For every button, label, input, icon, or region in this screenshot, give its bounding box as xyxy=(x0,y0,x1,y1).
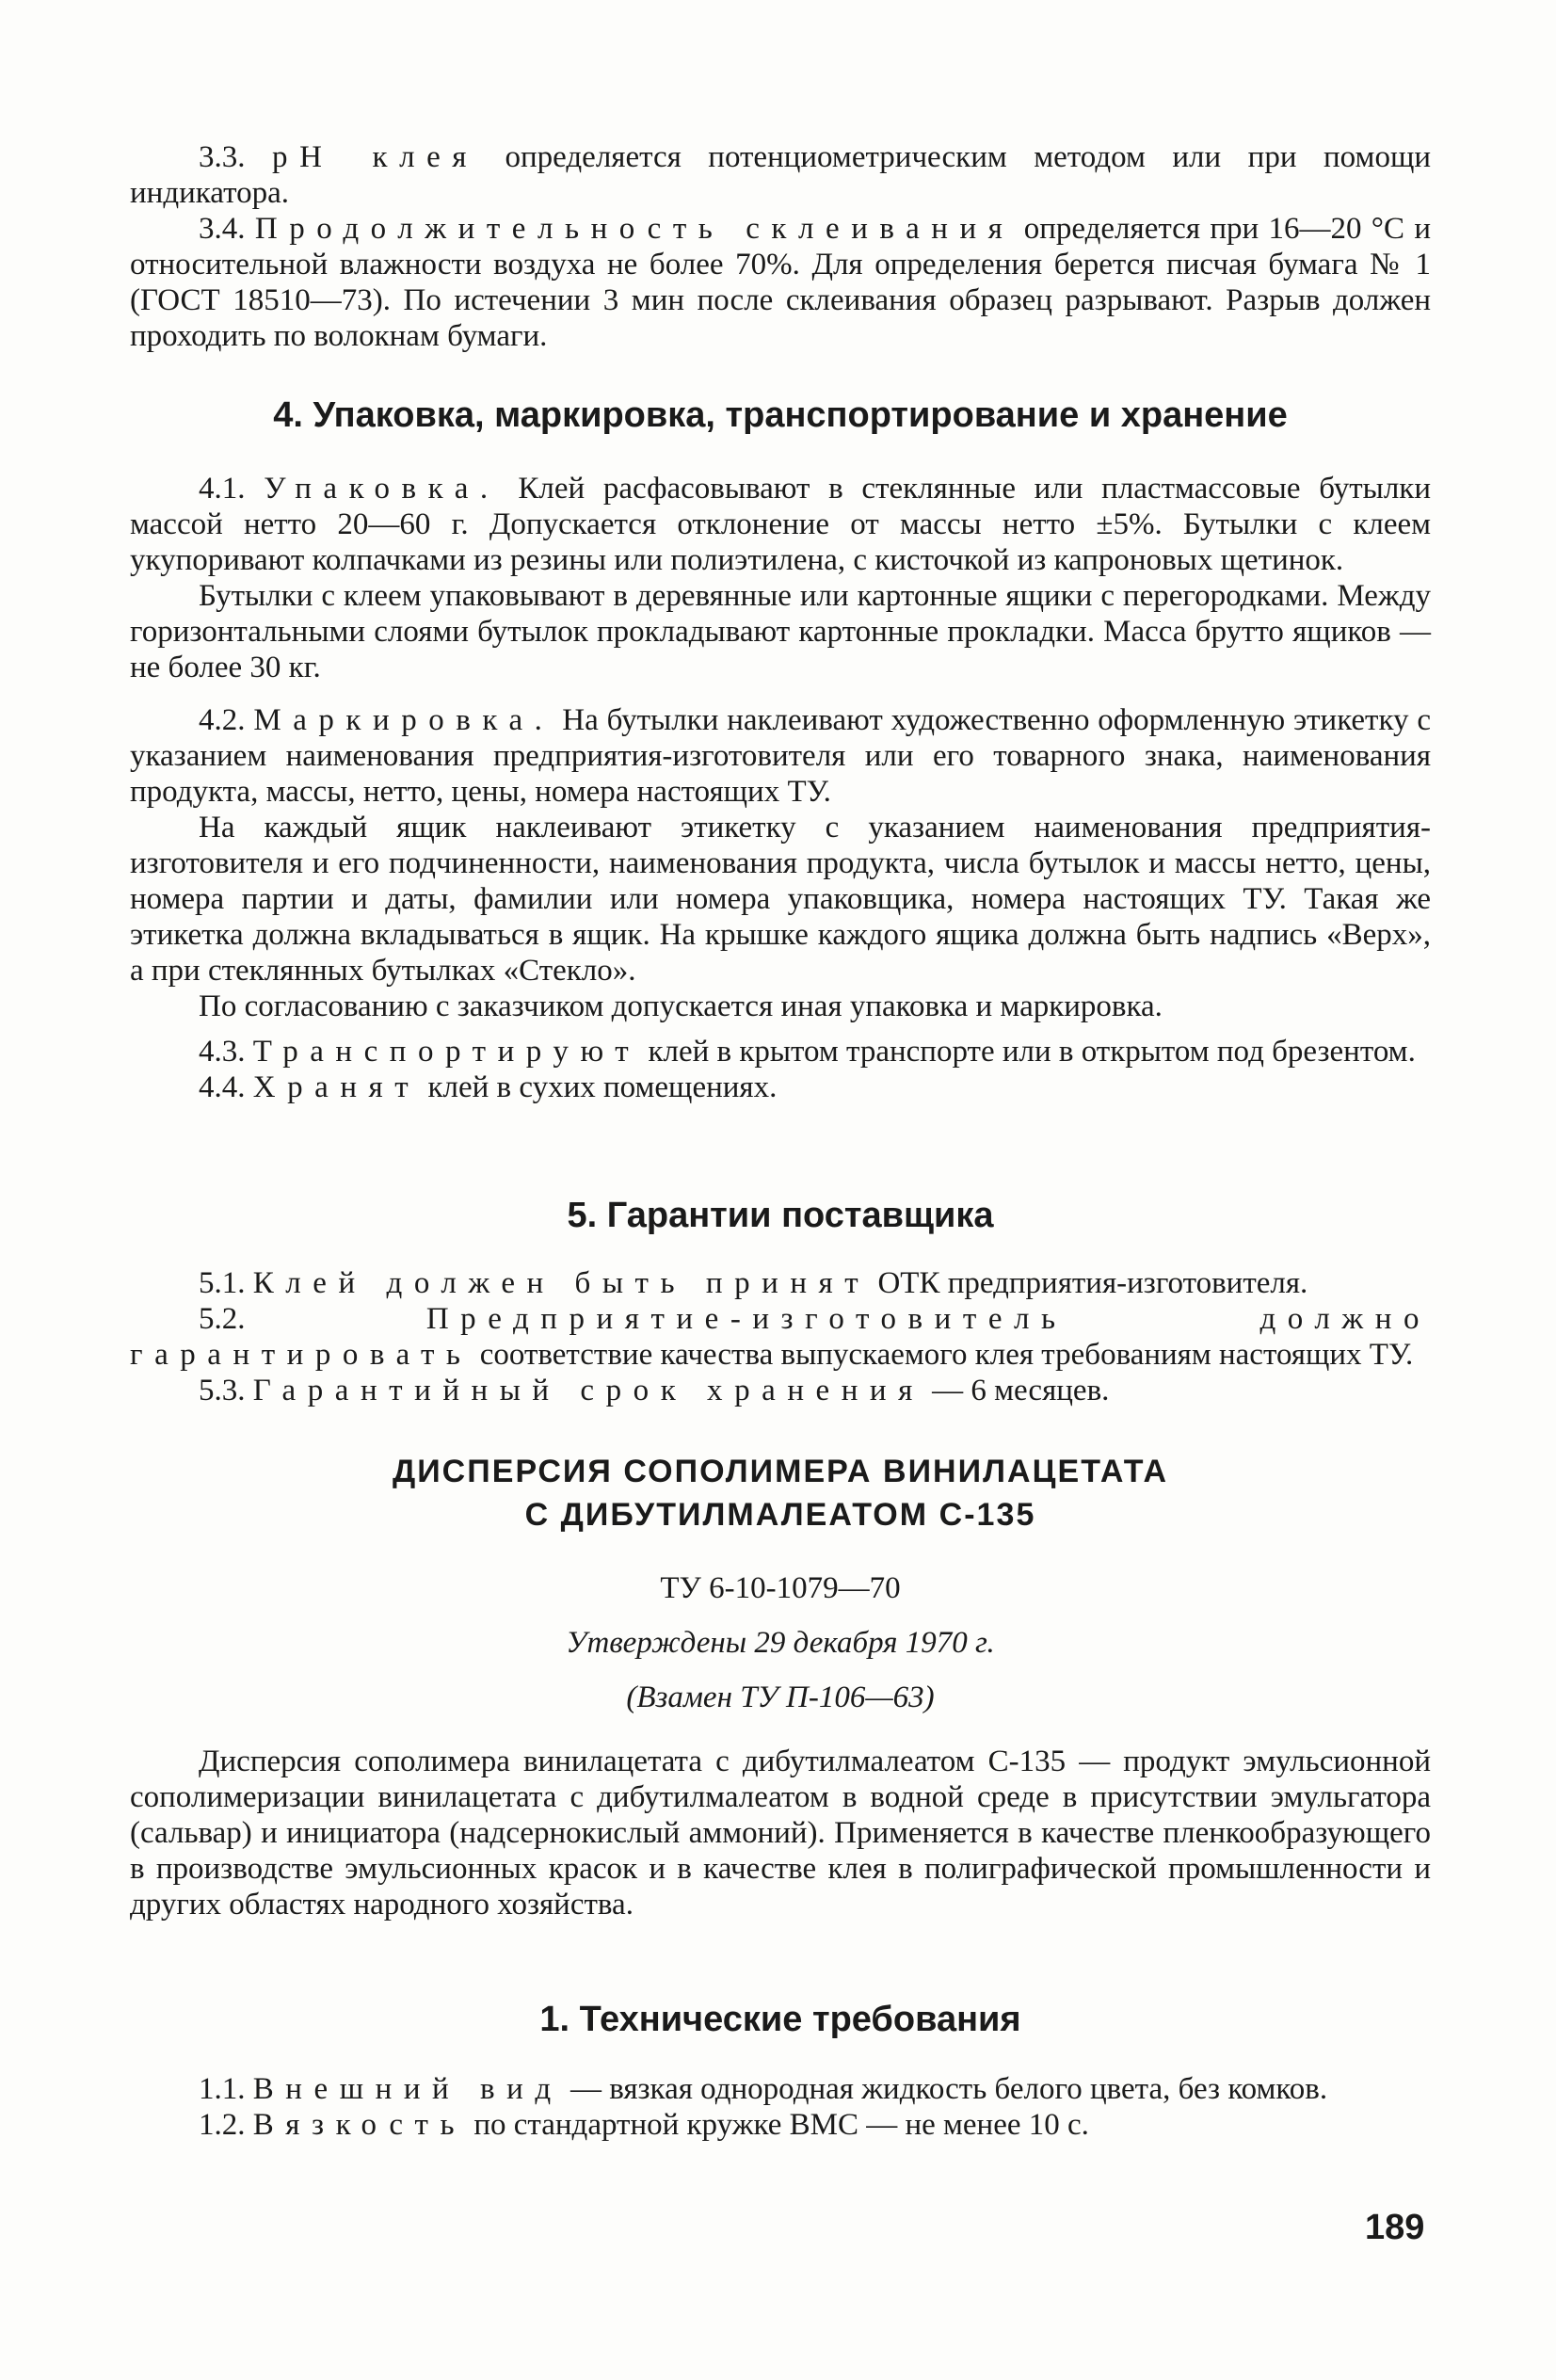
section-4-heading-block xyxy=(130,394,1431,437)
clause-text: На бутылки наклеивают художественно оформленную этикетку с указанием наименования предприятия-изготовителя или его товарного знака, наименования продукта, массы, нетто, цены, номера настоящих ТУ. xyxy=(130,703,1432,809)
page-number: 189 xyxy=(1365,2208,1425,2247)
clause-term: Продолжительность склеивания xyxy=(254,212,1015,246)
clause-term: Гарантийный срок хранения xyxy=(252,1374,924,1407)
clause-text: соответствие качества выпускаемого клея требованиям настоящих ТУ. xyxy=(472,1338,1414,1372)
clause-number: 4.3. xyxy=(199,1035,253,1069)
clause-text: клей в сухих помещениях. xyxy=(420,1070,778,1104)
clause-text: определяется потенциометрическим методом или при помощи индикатора. xyxy=(130,140,1432,210)
section-1-heading-block xyxy=(130,1998,1431,2041)
clause-3-3 xyxy=(130,139,1431,211)
clause-text: — вязкая однородная жидкость белого цвета, без комков. xyxy=(562,2072,1328,2106)
clause-number: 1.1. xyxy=(199,2072,253,2106)
clause-text: клей в крытом транспорте или в открытом под брезентом. xyxy=(640,1035,1416,1069)
clause-term: Упаковка. xyxy=(264,472,500,506)
clause-4-3 xyxy=(130,1034,1431,1105)
clause-text: — 6 месяцев. xyxy=(923,1374,1110,1407)
clause-text: ОТК предприятия-изготовителя. xyxy=(870,1266,1308,1300)
clause-term: Внешний вид xyxy=(252,2072,563,2106)
clause-4-1-para-2: Бутылки с клеем упаковывают в деревянные или картонные ящики с перегородками. Между горизонтальными слоями бутылок прокладывают картонные прокладки. Масса брутто ящиков — не более 30 кг. xyxy=(130,579,1431,684)
clause-number: 1.2. xyxy=(199,2108,253,2142)
clause-3-4 xyxy=(130,211,1431,354)
clause-number: 4.1. xyxy=(199,472,265,506)
clause-term: Транспортируют xyxy=(252,1035,641,1069)
clause-number: 5.2. xyxy=(199,1302,426,1336)
clause-term: Маркировка. xyxy=(253,703,554,737)
section-1-heading: 1. Технические требования xyxy=(539,2000,1021,2039)
replaces-note: (Взамен ТУ П-106—63) xyxy=(626,1680,935,1714)
section-1-clauses xyxy=(130,2071,1431,2143)
clause-text: по стандартной кружке ВМС — не менее 10 с. xyxy=(466,2108,1089,2142)
clause-4-2-para-3: По согласованию с заказчиком допускается иная упаковка и маркировка. xyxy=(199,989,1163,1023)
document-title-line-2: С ДИБУТИЛМАЛЕАТОМ С-135 xyxy=(524,1497,1036,1533)
document-meta xyxy=(130,1570,1431,1715)
clause-number: 3.4. xyxy=(199,212,255,246)
clause-term: Вязкость xyxy=(252,2108,467,2142)
clause-text: Клей расфасовывают в стеклянные или пластмассовые бутылки массой нетто 20—60 г. Допускается отклонение от массы нетто ±5%. Бутылки с клеем укупоривают колпачками из резины или полиэтилена, с кисточкой из капроновых щетинок. xyxy=(130,472,1431,577)
clause-text: определяется при 16—20 °С и относительной влажности воздуха не более 70%. Для определения берется писчая бумага № 1 (ГОСТ 18510—73). По истечении 3 мин после склеивания образец разрывают. Разрыв должен проходить по волокнам бумаги. xyxy=(130,212,1432,353)
clause-4-2 xyxy=(130,702,1431,1024)
section-5-heading-block xyxy=(130,1194,1431,1237)
clause-term: Хранят xyxy=(252,1070,421,1104)
section-4-heading: 4. Упаковка, маркировка, транспортирование и хранение xyxy=(273,395,1288,435)
tu-number: ТУ 6-10-1079—70 xyxy=(660,1571,901,1605)
intro-paragraph-block xyxy=(130,1744,1431,1922)
clause-term: Клей должен быть принят xyxy=(252,1266,871,1300)
clause-number: 5.1. xyxy=(199,1266,253,1300)
clause-number: 5.3. xyxy=(199,1374,253,1407)
intro-paragraph: Дисперсия сополимера винилацетата с дибутилмалеатом С-135 — продукт эмульсионной сополимеризации винилацетата с дибутилмалеатом в водной среде в присутствии эмульгатора (сальвар) и инициатора (надсернокислый аммоний). Применяется в качестве пленкообразующего в производстве эмульсионных красок и в качестве клея в полиграфической промышленности и других областях народного хозяйства. xyxy=(130,1745,1431,1922)
document-title-line-1: ДИСПЕРСИЯ СОПОЛИМЕРА ВИНИЛАЦЕТАТА xyxy=(392,1454,1169,1489)
clause-term: pH клея xyxy=(272,140,478,174)
approval-date: Утверждены 29 декабря 1970 г. xyxy=(566,1626,995,1660)
section-5-clauses xyxy=(130,1265,1431,1408)
clause-4-2-para-2: На каждый ящик наклеивают этикетку с указанием наименования предприятия-изготовителя и его подчиненности, наименования продукта, числа бутылок и массы нетто, цены, номера партии и даты, фамилии или номера упаковщика, номера настоящих ТУ. Такая же этикетка должна вкладываться в ящик. На крышке каждого ящика должна быть надпись «Верх», а при стеклянных бутылках «Стекло». xyxy=(130,811,1431,988)
section-5-heading: 5. Гарантии поставщика xyxy=(567,1196,994,1235)
clause-number: 3.3. xyxy=(199,140,273,174)
clause-number: 4.4. xyxy=(199,1070,253,1104)
document-title-block xyxy=(130,1450,1431,1536)
clause-4-1 xyxy=(130,471,1431,685)
clause-term: Предприятие-изготовитель должно гарантировать xyxy=(130,1302,1431,1372)
clause-number: 4.2. xyxy=(199,703,254,737)
